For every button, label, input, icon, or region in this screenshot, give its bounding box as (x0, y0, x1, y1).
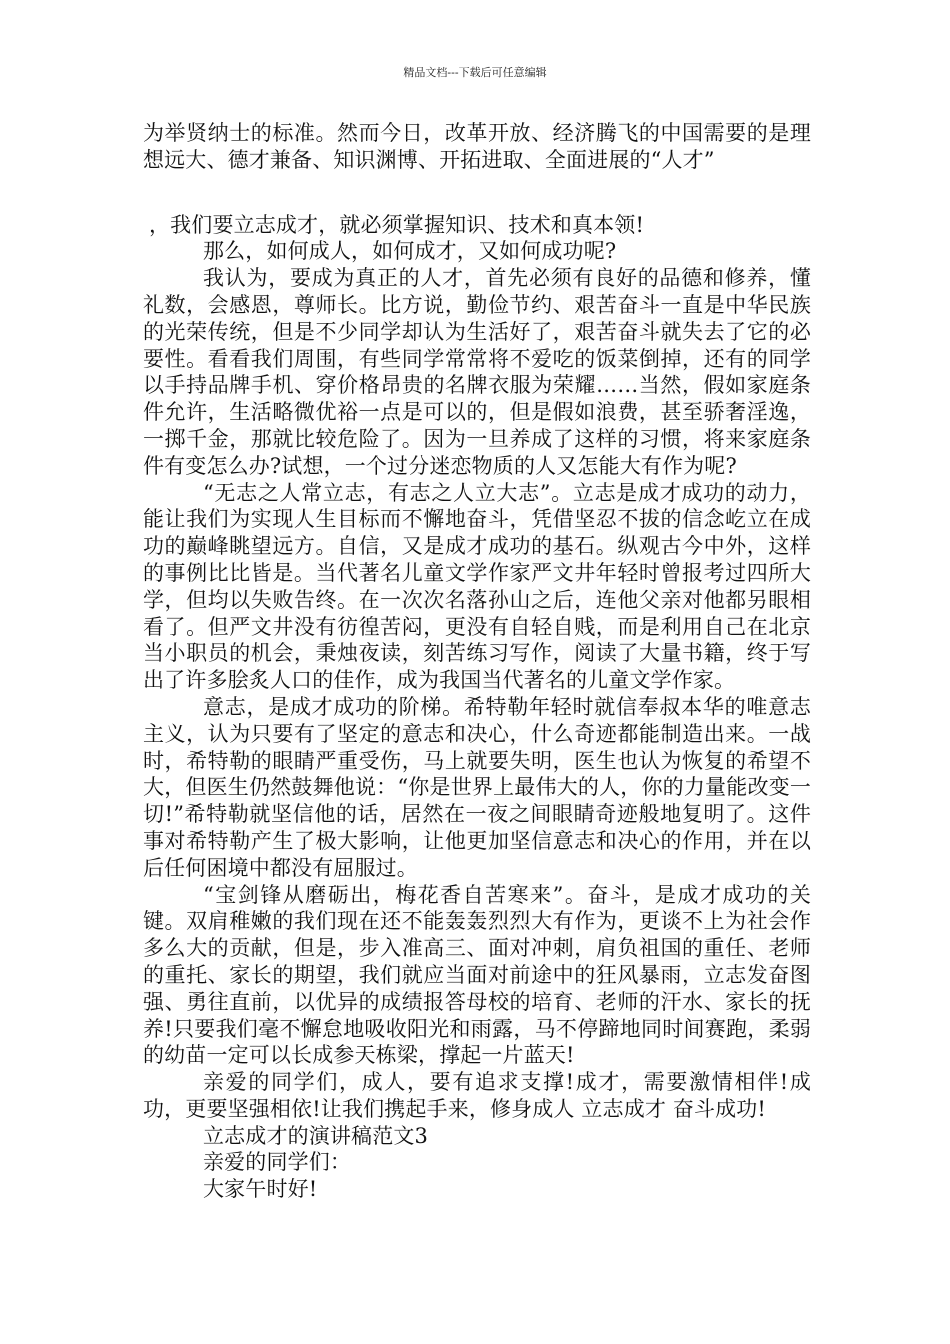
paragraph: 我认为，要成为真正的人才，首先必须有良好的品德和修养，懂礼数，会感恩，尊师长。比方说，勤俭节约、艰苦奋斗一直是中华民族的光荣传统，但是不少同学却认为生活好了，艰苦奋斗就失去了它的必要性。看看我们周围，有些同学常常将不爱吃的饭菜倒掉，还有的同学以手持品牌手机、穿价格昂贵的名牌衣服为荣耀……当然，假如家庭条件允许，生活略微优裕一点是可以的，但是假如浪费，甚至骄奢淫逸，一掷千金，那就比较危险了。因为一旦养成了这样的习惯，将来家庭条件有变怎么办?试想，一个过分迷恋物质的人又怎能大有作为呢? (143, 266, 811, 478)
paragraph: “无志之人常立志，有志之人立大志”。立志是成才成功的动力，能让我们为实现人生目标而不懈地奋斗，凭借坚忍不拔的信念屹立在成功的巅峰眺望远方。自信，又是成才成功的基石。纵观古今中外，这样的事例比比皆是。当代著名儿童文学作家严文井年轻时曾报考过四所大学，但均以失败告终。在一次次名落孙山之后，连他父亲对他都另眼相看了。但严文井没有彷徨苦闷，更没有自轻自贱，而是利用自己在北京当小职员的机会，秉烛夜读，刻苦练习写作，阅读了大量书籍，终于写出了许多脍炙人口的佳作，成为我国当代著名的儿童文学作家。 (143, 480, 811, 693)
greeting: 大家午时好! (203, 1177, 318, 1202)
paragraph: 意志，是成才成功的阶梯。希特勒年轻时就信奉叔本华的唯意志主义，认为只要有了坚定的意志和决心，什么奇迹都能制造出来。一战时，希特勒的眼睛严重受伤，马上就要失明，医生也认为恢复的希望不大，但医生仍然鼓舞他说：“你是世界上最伟大的人，你的力量能改变一切!”希特勒就坚信他的话，居然在一夜之间眼睛奇迹般地复明了。这件事对希特勒产生了极大影响，让他更加坚信意志和决心的作用，并在以后任何困境中都没有屈服过。 (143, 694, 811, 880)
document-body (143, 120, 811, 1203)
paragraph: ，我们要立志成才，就必须掌握知识、技术和真本领! (149, 212, 645, 237)
blank-line (143, 174, 811, 212)
section-title: 立志成才的演讲稿范文3 (203, 1123, 429, 1148)
paragraph: 亲爱的同学们，成人，要有追求支撑!成才，需要激情相伴!成功，更要坚强相依!让我们携起手来，修身成人 立志成才 奋斗成功! (143, 1070, 811, 1121)
paragraph: 那么，如何成人，如何成才，又如何成功呢? (203, 239, 617, 264)
paragraph: “宝剑锋从磨砺出，梅花香自苦寒来”。奋斗，是成才成功的关键。双肩稚嫩的我们现在还不能轰轰烈烈大有作为，更谈不上为社会作多么大的贡献，但是，步入准高三、面对冲刺，肩负祖国的重任、老师的重托、家长的期望，我们就应当面对前途中的狂风暴雨，立志发奋图强、勇往直前，以优异的成绩报答母校的培育、老师的汗水、家长的抚养!只要我们毫不懈怠地吸收阳光和雨露，马不停蹄地同时间赛跑，柔弱的幼苗一定可以长成参天栋梁，撑起一片蓝天! (143, 882, 811, 1068)
salutation: 亲爱的同学们： (203, 1150, 352, 1175)
paragraph: 为举贤纳士的标准。然而今日，改革开放、经济腾飞的中国需要的是理想远大、德才兼备、知识渊博、开拓进取、全面进展的“人才” (143, 121, 811, 172)
page-header: 精品文档---下载后可任意编辑 (403, 66, 547, 79)
